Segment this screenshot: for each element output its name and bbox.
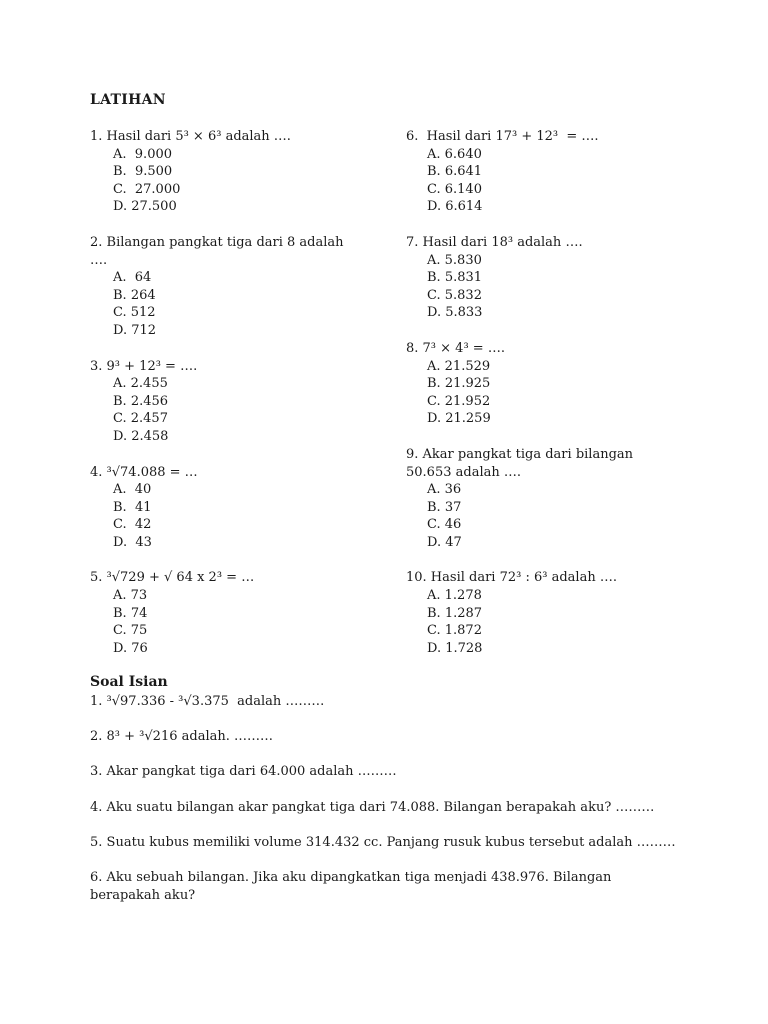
answer-option: D. 6.614 (427, 199, 483, 215)
answer-option: D. 47 (427, 534, 462, 550)
answer-option: C. 46 (427, 517, 462, 533)
answer-option: D. 43 (113, 534, 152, 550)
answer-option: D. 21.259 (427, 411, 491, 427)
answer-option: B. 5.831 (427, 270, 483, 286)
answer-option: A. 64 (113, 270, 152, 286)
answer-option: A. 40 (113, 482, 152, 498)
answer-option: B. 9.500 (113, 164, 173, 180)
question-text: 2. Bilangan pangkat tiga dari 8 adalah …. (90, 234, 344, 268)
isian-item-5: 5. Suatu kubus memiliki volume 314.432 cc. Panjang rusuk kubus tersebut adalah ……… (90, 834, 676, 850)
answer-option: D. 2.458 (113, 428, 169, 444)
answer-option: D. 712 (113, 322, 157, 338)
isian-section-title: Soal Isian (90, 674, 168, 690)
question-text: 6. Hasil dari 17³ + 12³ = …. (406, 129, 599, 144)
question-text: 3. 9³ + 12³ = …. (90, 358, 198, 374)
option-list (90, 375, 380, 445)
option-list (406, 358, 686, 428)
answer-option: D. 5.833 (427, 305, 483, 321)
answer-option: A. 36 (427, 482, 462, 498)
option-list (90, 587, 380, 657)
right-question-column (406, 128, 686, 657)
question-7 (406, 234, 686, 322)
option-list (90, 269, 380, 339)
answer-option: D. 76 (113, 640, 148, 656)
answer-option: A. 2.455 (113, 376, 168, 392)
answer-option: D. 1.728 (427, 640, 483, 656)
question-10 (406, 569, 686, 657)
page-title: LATIHAN (90, 92, 166, 108)
answer-option: C. 27.000 (113, 181, 181, 197)
answer-option: C. 1.872 (427, 623, 482, 639)
answer-option: B. 2.456 (113, 393, 169, 409)
answer-option: C. 6.140 (427, 181, 482, 197)
answer-option: C. 2.457 (113, 411, 168, 427)
answer-option: B. 41 (113, 499, 152, 515)
answer-option: B. 21.925 (427, 376, 491, 392)
answer-option: D. 27.500 (113, 199, 177, 215)
question-text: 8. 7³ × 4³ = …. (406, 340, 505, 356)
question-text: 5. ³√729 + √ 64 x 2³ = … (90, 570, 255, 586)
question-text: 7. Hasil dari 18³ adalah …. (406, 234, 583, 250)
option-list (406, 587, 686, 657)
answer-option: A. 6.640 (427, 146, 482, 162)
answer-option: A. 21.529 (427, 358, 491, 374)
answer-option: A. 73 (113, 588, 148, 604)
answer-option: B. 6.641 (427, 164, 483, 180)
answer-option: B. 264 (113, 287, 156, 303)
isian-item-1: 1. ³√97.336 - ³√3.375 adalah ……… (90, 694, 325, 709)
option-list (406, 252, 686, 322)
option-list (406, 481, 686, 551)
option-list (406, 146, 686, 216)
question-1 (90, 128, 380, 216)
question-3 (90, 358, 380, 446)
answer-option: C. 512 (113, 305, 156, 321)
question-2 (90, 234, 380, 340)
answer-option: B. 74 (113, 605, 148, 621)
option-list (90, 481, 380, 551)
question-text: 10. Hasil dari 72³ : 6³ adalah …. (406, 570, 617, 586)
question-8 (406, 340, 686, 428)
answer-option: A. 5.830 (427, 252, 482, 268)
isian-list (90, 693, 690, 904)
question-4 (90, 464, 380, 552)
isian-item-3: 3. Akar pangkat tiga dari 64.000 adalah ……… (90, 764, 397, 780)
option-list (90, 146, 380, 216)
answer-option: B. 1.287 (427, 605, 483, 621)
answer-option: C. 5.832 (427, 287, 482, 303)
answer-option: A. 9.000 (113, 146, 173, 162)
answer-option: B. 37 (427, 499, 462, 515)
isian-item-2: 2. 8³ + ³√216 adalah. ……… (90, 729, 273, 745)
question-6 (406, 128, 686, 216)
isian-item-4: 4. Aku suatu bilangan akar pangkat tiga dari 74.088. Bilangan berapakah aku? ……… (90, 799, 655, 815)
question-text: 4. ³√74.088 = … (90, 464, 198, 480)
question-text: 9. Akar pangkat tiga dari bilangan 50.653 adalah …. (406, 446, 634, 480)
answer-option: C. 42 (113, 517, 152, 533)
answer-option: C. 21.952 (427, 393, 491, 409)
question-text: 1. Hasil dari 5³ × 6³ adalah …. (90, 129, 291, 144)
question-9 (406, 446, 686, 552)
answer-option: C. 75 (113, 623, 148, 639)
isian-item-6: 6. Aku sebuah bilangan. Jika aku dipangkatkan tiga menjadi 438.976. Bilangan berapakah aku? (90, 869, 612, 903)
left-question-column (90, 128, 380, 657)
answer-option: A. 1.278 (427, 588, 482, 604)
question-5 (90, 569, 380, 657)
